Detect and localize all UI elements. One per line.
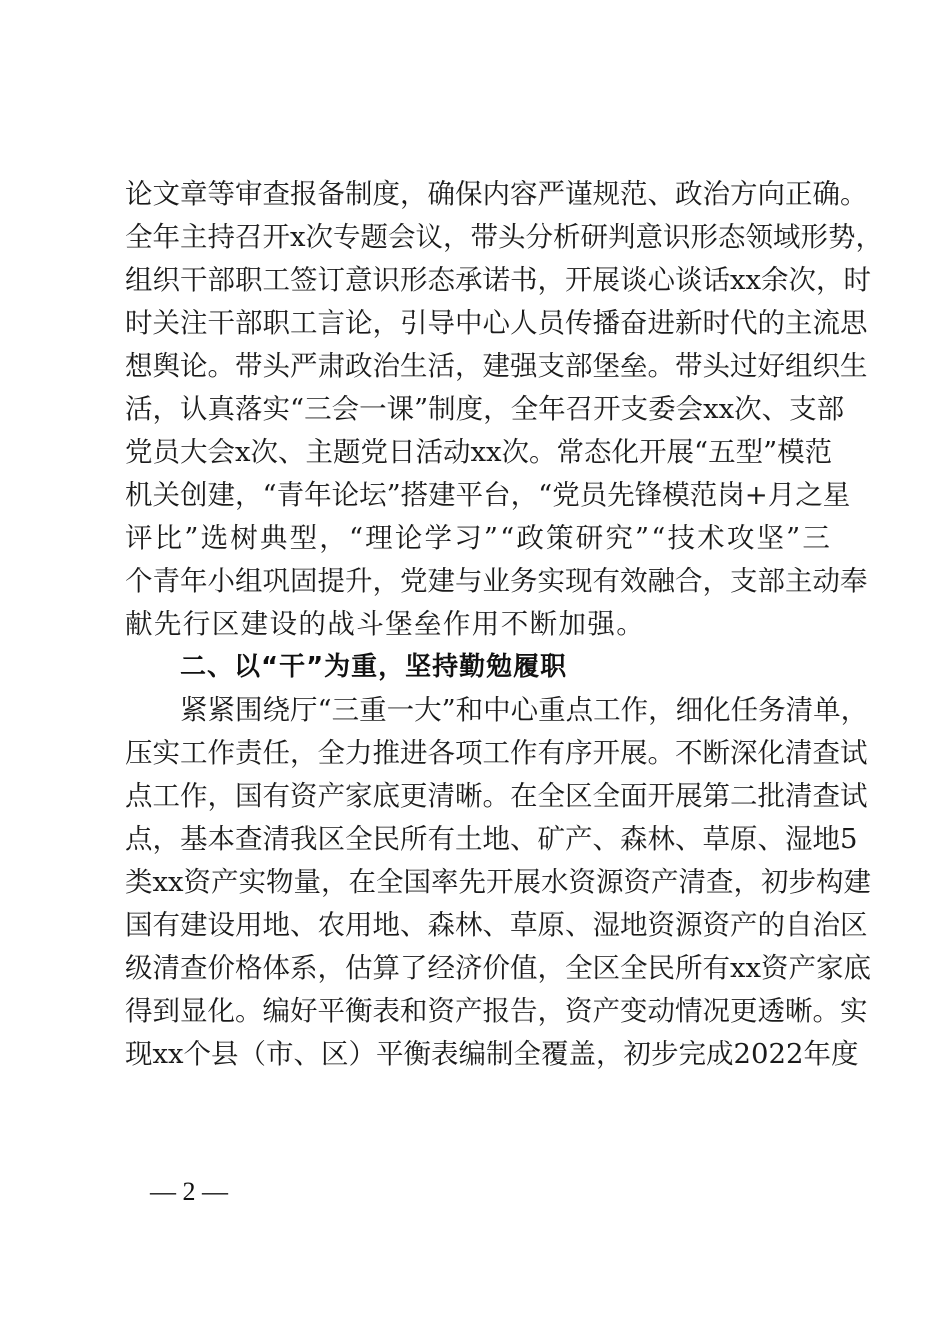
paragraph-line: 点 工 作 ， 国 有 资 产 家 底 更 清 晰 。 在 全 区 全 面 开 展 第 二 批 清 查 试 bbox=[125, 780, 868, 812]
paragraph-line: 组 织 干 部 职 工 签 订 意 识 形 态 承 诺 书 ， 开 展 谈 心 谈 话 xx 余 次 ， 时 bbox=[125, 264, 872, 296]
page-number: — 2 — bbox=[150, 1177, 228, 1206]
paragraph-line: 压 实 工 作 责 任 ， 全 力 推 进 各 项 工 作 有 序 开 展 。 不 断 深 化 清 查 试 bbox=[125, 737, 868, 769]
paragraph-line: 论 文 章 等 审 查 报 备 制 度 ， 确 保 内 容 严 谨 规 范 、 政 治 方 向 正 确 。 bbox=[125, 178, 868, 210]
paragraph-line: 机 关 创 建 ， “ 青 年 论 坛 ” 搭 建 平 台 ， “ 党 员 先 锋 模 范 岗 + 月 之 星 bbox=[125, 479, 851, 511]
section-heading: 二、以“干”为重，坚持勤勉履职 bbox=[180, 652, 568, 682]
paragraph-line: 时 关 注 干 部 职 工 言 论 ， 引 导 中 心 人 员 传 播 奋 进 新 时 代 的 主 流 思 bbox=[125, 307, 868, 339]
paragraph-line: 评 比 ” 选 树 典 型 ， “ 理 论 学 习 ” “ 政 策 研 究 ” “ 技 术 攻 坚 ” 三 bbox=[125, 522, 830, 554]
paragraph-line: 现 xx 个 县 （ 市 、 区 ） 平 衡 表 编 制 全 覆 盖 ， 初 步 完 成 2022 年 度 bbox=[125, 1038, 859, 1070]
paragraph-line: 点 ， 基 本 查 清 我 区 全 民 所 有 土 地 、 矿 产 、 森 林 、 草 原 、 湿 地 5 bbox=[125, 823, 858, 855]
paragraph-line-first: 紧 紧 围 绕 厅 “ 三 重 一 大 ” 和 中 心 重 点 工 作 ， 细 化 任 务 清 单 ， bbox=[180, 694, 869, 726]
paragraph-line: 国 有 建 设 用 地 、 农 用 地 、 森 林 、 草 原 、 湿 地 资 源 资 产 的 自 治 区 bbox=[125, 909, 868, 941]
paragraph-line: 类 xx 资 产 实 物 量 ， 在 全 国 率 先 开 展 水 资 源 资 产 清 查 ， 初 步 构 建 bbox=[125, 866, 872, 898]
paragraph-line: 想 舆 论 。 带 头 严 肃 政 治 生 活 ， 建 强 支 部 堡 垒 。 带 头 过 好 组 织 生 bbox=[125, 350, 868, 382]
paragraph-line: 级 清 查 价 格 体 系 ， 估 算 了 经 济 价 值 ， 全 区 全 民 所 有 xx 资 产 家 底 bbox=[125, 952, 872, 984]
paragraph-line: 党 员 大 会 x 次 、 主 题 党 日 活 动 xx 次 。 常 态 化 开 展 “ 五 型 ” 模 范 bbox=[125, 436, 833, 468]
paragraph-line: 活 ， 认 真 落 实 “ 三 会 一 课 ” 制 度 ， 全 年 召 开 支 委 会 xx 次 、 支 部 bbox=[125, 393, 845, 425]
paragraph-line: 个 青 年 小 组 巩 固 提 升 ， 党 建 与 业 务 实 现 有 效 融 合 ， 支 部 主 动 奉 bbox=[125, 565, 868, 597]
paragraph-line: 全 年 主 持 召 开 x 次 专 题 会 议 ， 带 头 分 析 研 判 意 识 形 态 领 域 形 势 ， bbox=[125, 221, 884, 253]
paragraph-line-last: 献先行区建设的战斗堡垒作用不断加强。 bbox=[125, 608, 646, 640]
paragraph-line: 得 到 显 化 。 编 好 平 衡 表 和 资 产 报 告 ， 资 产 变 动 情 况 更 透 晰 。 实 bbox=[125, 995, 868, 1027]
